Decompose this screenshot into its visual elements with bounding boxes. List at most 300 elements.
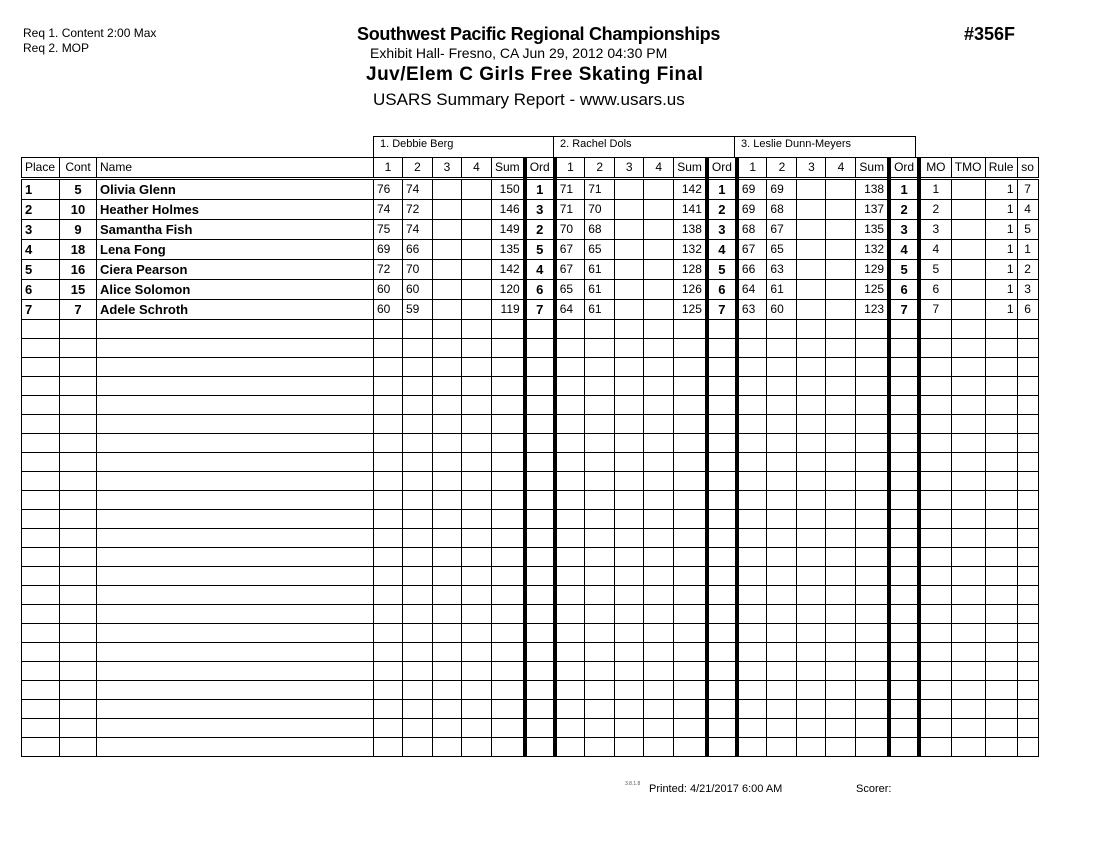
empty-cell [492, 643, 525, 662]
empty-cell [951, 719, 985, 738]
empty-cell [555, 358, 585, 377]
empty-cell [555, 529, 585, 548]
empty-cell [615, 548, 644, 567]
empty-cell [433, 605, 462, 624]
empty-cell [403, 510, 433, 529]
judge-1-ordinal: 3 [525, 200, 555, 220]
judge-2-score-1: 64 [555, 300, 585, 320]
empty-cell [856, 491, 889, 510]
empty-cell [826, 738, 856, 757]
empty-cell [889, 415, 919, 434]
empty-cell [985, 358, 1017, 377]
empty-cell [525, 624, 555, 643]
empty-cell [97, 491, 374, 510]
empty-cell [856, 472, 889, 491]
empty-cell [951, 358, 985, 377]
empty-cell [797, 700, 826, 719]
judge-3-score-3 [797, 280, 826, 300]
empty-cell [60, 700, 97, 719]
empty-cell [797, 586, 826, 605]
empty-cell [985, 320, 1017, 339]
empty-cell [674, 358, 707, 377]
empty-cell [707, 624, 737, 643]
empty-cell [856, 738, 889, 757]
rule-cell: 1 [985, 200, 1017, 220]
empty-cell [644, 415, 674, 434]
empty-cell [97, 472, 374, 491]
empty-cell [797, 510, 826, 529]
empty-cell [951, 529, 985, 548]
empty-cell [826, 415, 856, 434]
empty-cell [856, 662, 889, 681]
empty-cell [856, 605, 889, 624]
empty-cell [826, 586, 856, 605]
empty-cell [797, 681, 826, 700]
judge-2-score-1: 71 [555, 179, 585, 200]
judge-1-ordinal: 7 [525, 300, 555, 320]
empty-cell [737, 548, 767, 567]
empty-cell [707, 605, 737, 624]
empty-cell [403, 453, 433, 472]
rule-cell: 1 [985, 300, 1017, 320]
empty-cell [525, 662, 555, 681]
mo-cell: 1 [919, 179, 951, 200]
empty-cell [433, 339, 462, 358]
empty-cell [951, 377, 985, 396]
empty-cell [585, 624, 615, 643]
judge-3-score-2: 65 [767, 240, 797, 260]
empty-cell [492, 624, 525, 643]
empty-cell [555, 472, 585, 491]
judge-3-score-2: 67 [767, 220, 797, 240]
judge-2-ordinal: 4 [707, 240, 737, 260]
judge-1-score-3 [433, 300, 462, 320]
empty-cell [60, 643, 97, 662]
col-tmo: TMO [951, 158, 985, 179]
empty-cell [433, 662, 462, 681]
scorer-label: Scorer: [856, 783, 892, 795]
skate-order-cell: 5 [1017, 220, 1038, 240]
empty-cell [374, 719, 403, 738]
empty-cell [985, 548, 1017, 567]
empty-cell [767, 700, 797, 719]
judge-3-score-4 [826, 280, 856, 300]
judge-2-score-3 [615, 260, 644, 280]
empty-cell [767, 738, 797, 757]
empty-cell [492, 396, 525, 415]
empty-cell [767, 339, 797, 358]
empty-cell [433, 510, 462, 529]
empty-cell [22, 510, 60, 529]
empty-cell [615, 567, 644, 586]
judge-2-ordinal: 7 [707, 300, 737, 320]
tmo-cell [951, 300, 985, 320]
empty-cell [985, 377, 1017, 396]
empty-cell [644, 491, 674, 510]
tmo-cell [951, 260, 985, 280]
empty-cell [22, 472, 60, 491]
empty-cell [462, 339, 492, 358]
empty-cell [919, 700, 951, 719]
judge-1-score-2: 60 [403, 280, 433, 300]
empty-cell [674, 586, 707, 605]
empty-cell [97, 738, 374, 757]
empty-cell [462, 738, 492, 757]
empty-cell [585, 320, 615, 339]
empty-cell [555, 624, 585, 643]
event-number: #356F [964, 24, 1016, 44]
judge-2-ordinal: 3 [707, 220, 737, 240]
empty-cell [462, 453, 492, 472]
empty-cell [433, 415, 462, 434]
judge-2-score-2: 65 [585, 240, 615, 260]
col-j2-s1: 1 [555, 158, 585, 179]
col-j3-s1: 1 [737, 158, 767, 179]
judge-1-ordinal: 5 [525, 240, 555, 260]
empty-cell [1017, 358, 1038, 377]
empty-cell [374, 320, 403, 339]
judge-1-score-4 [462, 280, 492, 300]
empty-cell [97, 529, 374, 548]
empty-cell [674, 377, 707, 396]
empty-cell [492, 605, 525, 624]
place-cell: 4 [22, 240, 60, 260]
judge-1-score-4 [462, 240, 492, 260]
empty-cell [403, 662, 433, 681]
judge-2-score-2: 61 [585, 300, 615, 320]
contestant-number-cell: 5 [60, 179, 97, 200]
empty-cell [22, 662, 60, 681]
empty-cell [951, 434, 985, 453]
empty-cell [1017, 567, 1038, 586]
empty-cell [433, 453, 462, 472]
empty-cell [60, 491, 97, 510]
empty-cell [889, 453, 919, 472]
empty-cell [433, 377, 462, 396]
judge-2-sum: 128 [674, 260, 707, 280]
empty-cell [1017, 548, 1038, 567]
empty-cell [826, 719, 856, 738]
empty-cell [1017, 529, 1038, 548]
judge-1-score-1: 76 [374, 179, 403, 200]
skate-order-cell: 4 [1017, 200, 1038, 220]
empty-cell [374, 358, 403, 377]
empty-cell [919, 358, 951, 377]
empty-cell [555, 700, 585, 719]
empty-cell [615, 434, 644, 453]
empty-cell [374, 510, 403, 529]
empty-cell [674, 567, 707, 586]
col-j2-s3: 3 [615, 158, 644, 179]
empty-cell [615, 700, 644, 719]
rule-cell: 1 [985, 260, 1017, 280]
judge-1-sum: 119 [492, 300, 525, 320]
empty-cell [737, 567, 767, 586]
skater-name-cell: Alice Solomon [97, 280, 374, 300]
judge-3-score-4 [826, 300, 856, 320]
judge-1-ordinal: 6 [525, 280, 555, 300]
empty-cell [555, 339, 585, 358]
empty-cell [492, 510, 525, 529]
empty-cell [919, 567, 951, 586]
empty-row [22, 643, 1039, 662]
empty-cell [767, 662, 797, 681]
judge-2-score-2: 70 [585, 200, 615, 220]
empty-cell [856, 377, 889, 396]
empty-cell [951, 586, 985, 605]
empty-cell [60, 586, 97, 605]
empty-cell [462, 624, 492, 643]
empty-cell [707, 453, 737, 472]
empty-cell [889, 624, 919, 643]
empty-cell [951, 681, 985, 700]
judge-2-score-3 [615, 200, 644, 220]
empty-cell [674, 643, 707, 662]
col-so: so [1017, 158, 1038, 179]
empty-cell [826, 605, 856, 624]
empty-cell [615, 453, 644, 472]
table-row [22, 220, 1039, 240]
empty-row [22, 415, 1039, 434]
empty-row [22, 396, 1039, 415]
empty-cell [525, 453, 555, 472]
empty-cell [767, 719, 797, 738]
judge-2-score-2: 71 [585, 179, 615, 200]
empty-cell [403, 738, 433, 757]
tmo-cell [951, 240, 985, 260]
judge-3-score-1: 68 [737, 220, 767, 240]
empty-cell [97, 567, 374, 586]
empty-cell [403, 415, 433, 434]
table-row [22, 300, 1039, 320]
judge-1-sum: 150 [492, 179, 525, 200]
empty-cell [856, 567, 889, 586]
empty-cell [767, 434, 797, 453]
empty-cell [97, 434, 374, 453]
empty-cell [615, 586, 644, 605]
empty-cell [555, 605, 585, 624]
empty-cell [674, 529, 707, 548]
empty-cell [951, 491, 985, 510]
table-row [22, 280, 1039, 300]
empty-row [22, 339, 1039, 358]
empty-cell [797, 396, 826, 415]
empty-cell [555, 548, 585, 567]
empty-cell [919, 491, 951, 510]
empty-cell [919, 586, 951, 605]
empty-cell [585, 358, 615, 377]
empty-cell [492, 339, 525, 358]
empty-cell [797, 548, 826, 567]
empty-cell [737, 719, 767, 738]
empty-cell [826, 358, 856, 377]
empty-cell [374, 453, 403, 472]
empty-cell [767, 453, 797, 472]
empty-cell [674, 700, 707, 719]
empty-cell [737, 320, 767, 339]
empty-cell [797, 320, 826, 339]
empty-cell [707, 586, 737, 605]
empty-cell [767, 605, 797, 624]
empty-cell [856, 339, 889, 358]
empty-cell [826, 434, 856, 453]
judge-3-header: 3. Leslie Dunn-Meyers [734, 136, 916, 157]
empty-cell [374, 567, 403, 586]
judge-3-score-1: 67 [737, 240, 767, 260]
empty-cell [22, 339, 60, 358]
empty-cell [462, 605, 492, 624]
empty-row [22, 662, 1039, 681]
empty-row [22, 453, 1039, 472]
judge-1-score-4 [462, 260, 492, 280]
empty-cell [951, 415, 985, 434]
empty-cell [737, 396, 767, 415]
empty-cell [737, 453, 767, 472]
empty-cell [707, 434, 737, 453]
empty-cell [97, 377, 374, 396]
col-j2-s4: 4 [644, 158, 674, 179]
empty-cell [889, 358, 919, 377]
empty-cell [22, 586, 60, 605]
place-cell: 3 [22, 220, 60, 240]
empty-cell [856, 548, 889, 567]
empty-cell [462, 643, 492, 662]
empty-cell [797, 453, 826, 472]
empty-cell [60, 339, 97, 358]
empty-cell [22, 396, 60, 415]
judge-2-score-1: 67 [555, 240, 585, 260]
judge-1-score-2: 72 [403, 200, 433, 220]
empty-cell [767, 586, 797, 605]
contestant-number-cell: 7 [60, 300, 97, 320]
judge-2-ordinal: 6 [707, 280, 737, 300]
empty-cell [22, 567, 60, 586]
judge-3-score-1: 64 [737, 280, 767, 300]
empty-cell [555, 320, 585, 339]
requirement-2: Req 2. MOP [23, 41, 90, 55]
empty-cell [737, 510, 767, 529]
empty-cell [60, 529, 97, 548]
empty-cell [707, 643, 737, 662]
place-cell: 7 [22, 300, 60, 320]
empty-cell [674, 662, 707, 681]
empty-cell [492, 434, 525, 453]
mo-cell: 2 [919, 200, 951, 220]
empty-cell [856, 510, 889, 529]
empty-cell [674, 738, 707, 757]
empty-cell [644, 510, 674, 529]
rule-cell: 1 [985, 220, 1017, 240]
judge-1-score-4 [462, 200, 492, 220]
empty-cell [985, 339, 1017, 358]
empty-cell [462, 719, 492, 738]
empty-cell [919, 453, 951, 472]
empty-cell [97, 320, 374, 339]
empty-cell [555, 415, 585, 434]
judge-2-score-4 [644, 240, 674, 260]
judge-2-score-3 [615, 300, 644, 320]
empty-cell [951, 662, 985, 681]
empty-cell [585, 681, 615, 700]
empty-cell [525, 605, 555, 624]
empty-cell [374, 681, 403, 700]
empty-cell [525, 320, 555, 339]
empty-cell [856, 529, 889, 548]
empty-cell [826, 510, 856, 529]
col-rule: Rule [985, 158, 1017, 179]
empty-cell [97, 548, 374, 567]
empty-cell [374, 339, 403, 358]
empty-cell [856, 643, 889, 662]
empty-cell [615, 738, 644, 757]
empty-cell [644, 339, 674, 358]
empty-cell [1017, 377, 1038, 396]
judge-2-ordinal: 5 [707, 260, 737, 280]
judge-1-score-3 [433, 280, 462, 300]
empty-cell [1017, 396, 1038, 415]
rule-cell: 1 [985, 240, 1017, 260]
empty-cell [707, 396, 737, 415]
empty-cell [555, 567, 585, 586]
empty-cell [644, 377, 674, 396]
empty-cell [60, 453, 97, 472]
empty-cell [403, 700, 433, 719]
empty-cell [674, 491, 707, 510]
empty-cell [826, 453, 856, 472]
empty-cell [797, 358, 826, 377]
empty-cell [615, 358, 644, 377]
empty-cell [462, 586, 492, 605]
empty-cell [1017, 738, 1038, 757]
judge-3-sum: 125 [856, 280, 889, 300]
empty-cell [951, 738, 985, 757]
judge-2-score-1: 70 [555, 220, 585, 240]
empty-cell [585, 700, 615, 719]
empty-cell [644, 434, 674, 453]
empty-cell [555, 738, 585, 757]
empty-cell [674, 320, 707, 339]
empty-cell [737, 529, 767, 548]
empty-cell [60, 377, 97, 396]
empty-cell [856, 320, 889, 339]
empty-row [22, 624, 1039, 643]
judge-1-sum: 149 [492, 220, 525, 240]
empty-cell [985, 719, 1017, 738]
empty-row [22, 510, 1039, 529]
empty-cell [22, 548, 60, 567]
judge-3-score-4 [826, 260, 856, 280]
empty-cell [403, 624, 433, 643]
empty-cell [22, 529, 60, 548]
empty-cell [674, 548, 707, 567]
table-row [22, 179, 1039, 200]
empty-cell [737, 358, 767, 377]
col-j3-s4: 4 [826, 158, 856, 179]
col-j1-s2: 2 [403, 158, 433, 179]
judge-1-ordinal: 2 [525, 220, 555, 240]
empty-cell [919, 643, 951, 662]
empty-cell [374, 586, 403, 605]
judge-3-score-3 [797, 200, 826, 220]
empty-cell [97, 643, 374, 662]
empty-cell [826, 377, 856, 396]
tmo-cell [951, 280, 985, 300]
empty-cell [615, 396, 644, 415]
empty-cell [985, 586, 1017, 605]
empty-cell [826, 700, 856, 719]
empty-cell [919, 529, 951, 548]
empty-cell [525, 548, 555, 567]
